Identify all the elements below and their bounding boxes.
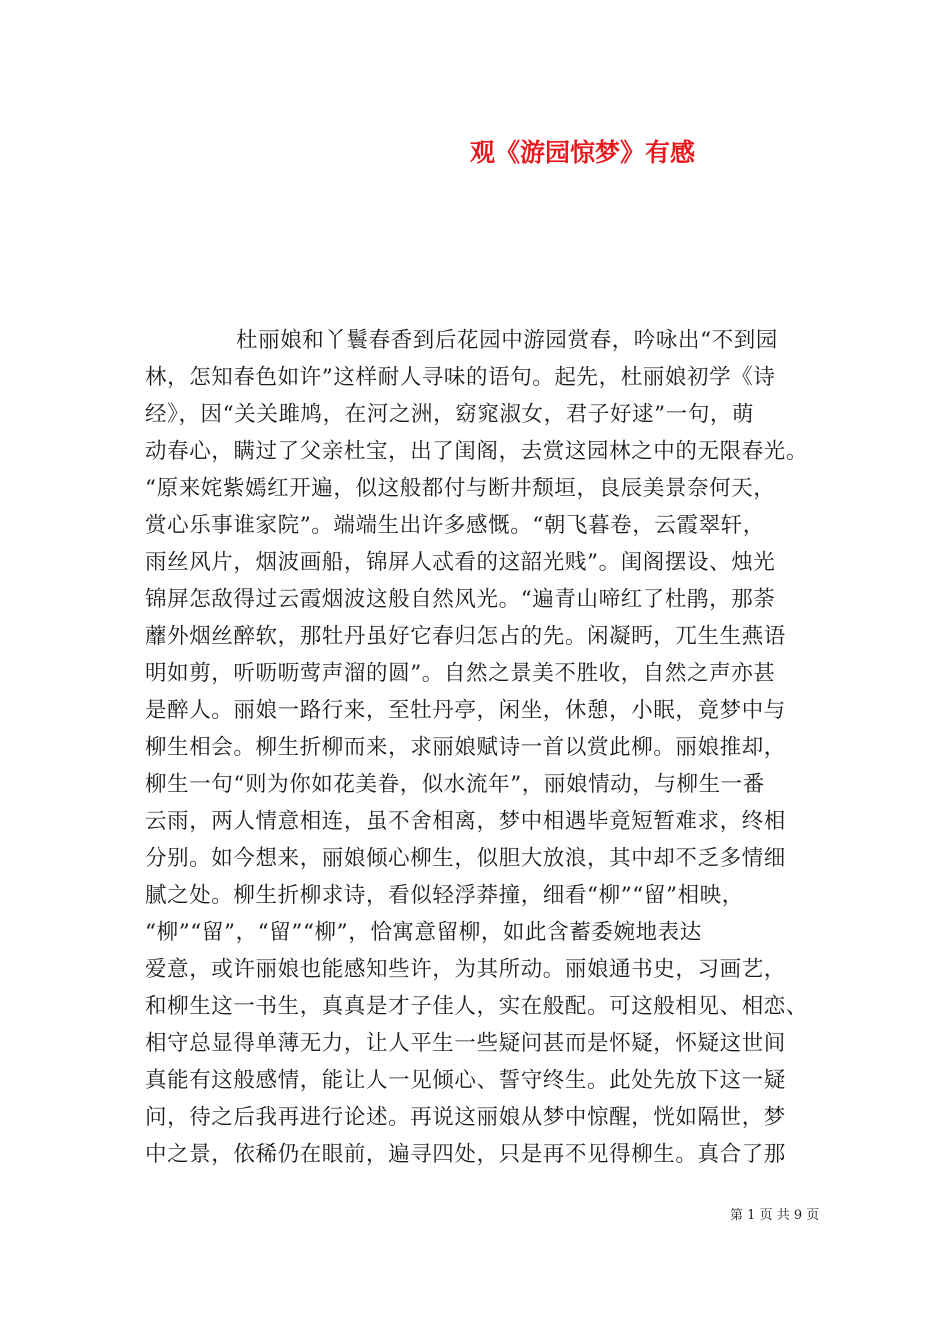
paragraph-line: 柳生一句“则为你如花美眷，似水流年”，丽娘情动，与柳生一番 [145,772,765,797]
footer-total-pages: 9 [793,1208,803,1223]
footer-prefix: 第 [730,1208,744,1223]
paragraph-line: 林，怎知春色如许”这样耐人寻味的语句。起先，杜丽娘初学《诗 [145,365,776,390]
paragraph-line: 真能有这般感情，能让人一见倾心、誓守终生。此处先放下这一疑 [145,1068,786,1093]
document-body [145,322,815,1173]
paragraph-line: 中之景，依稀仍在眼前，遍寻四处，只是再不见得柳生。真合了那 [145,1142,786,1167]
paragraph-line: 经》，因“关关雎鸠，在河之洲，窈窕淑女，君子好逑”一句，萌 [145,402,755,427]
paragraph-line: “柳”“留”，“留”“柳”，恰寓意留柳，如此含蓄委婉地表达 [145,920,702,945]
paragraph-line: 爱意，或许丽娘也能感知些许，为其所动。丽娘通书史，习画艺， [145,957,786,982]
paragraph-line: 蘼外烟丝醉软，那牡丹虽好它春归怎占的先。闲凝眄，兀生生燕语 [145,624,786,649]
paragraph-line: 问，待之后我再进行论述。再说这丽娘从梦中惊醒，恍如隔世，梦 [145,1105,786,1130]
paragraph-line: 赏心乐事谁家院”。端端生出许多感慨。“朝飞暮卷，云霞翠轩， [145,513,765,538]
paragraph-line: 相守总显得单薄无力，让人平生一些疑问甚而是怀疑，怀疑这世间 [145,1031,786,1056]
paragraph-line: 动春心，瞒过了父亲杜宝，出了闺阁，去赏这园林之中的无限春光。 [145,439,809,464]
footer-middle: 页 共 [759,1208,790,1223]
paragraph-line: 明如剪，听呖呖莺声溜的圆”。自然之景美不胜收，自然之声亦甚 [145,661,776,686]
footer-suffix: 页 [806,1208,820,1223]
paragraph-line: 锦屏怎敌得过云霞烟波这般自然风光。“遍青山啼红了杜鹃，那荼 [145,587,776,612]
paragraph-line: 是醉人。丽娘一路行来，至牡丹亭，闲坐，休憩，小眠，竟梦中与 [145,698,786,723]
document-title: 观《游园惊梦》有感 [470,138,696,167]
paragraph-line: 和柳生这一书生，真真是才子佳人，实在般配。可这般相见、相恋、 [145,994,809,1019]
paragraph-line: 杜丽娘和丫鬟春香到后花园中游园赏春，吟咏出“不到园 [236,328,778,353]
footer-current-page: 1 [747,1208,756,1223]
paragraph-line: 分别。如今想来，丽娘倾心柳生，似胆大放浪，其中却不乏多情细 [145,846,786,871]
paragraph-line: 柳生相会。柳生折柳而来，求丽娘赋诗一首以赏此柳。丽娘推却， [145,735,786,760]
paragraph-line: “原来姹紫嫣红开遍，似这般都付与断井颓垣，良辰美景奈何天， [145,476,776,501]
paragraph-line: 云雨，两人情意相连，虽不舍相离，梦中相遇毕竟短暂难求，终相 [145,809,786,834]
page-number-footer [730,1204,819,1223]
paragraph-line: 雨丝风片，烟波画船，锦屏人忒看的这韶光贱”。闺阁摆设、烛光 [145,550,776,575]
paragraph-line: 腻之处。柳生折柳求诗，看似轻浮莽撞，细看“柳”“留”相映， [145,883,744,908]
